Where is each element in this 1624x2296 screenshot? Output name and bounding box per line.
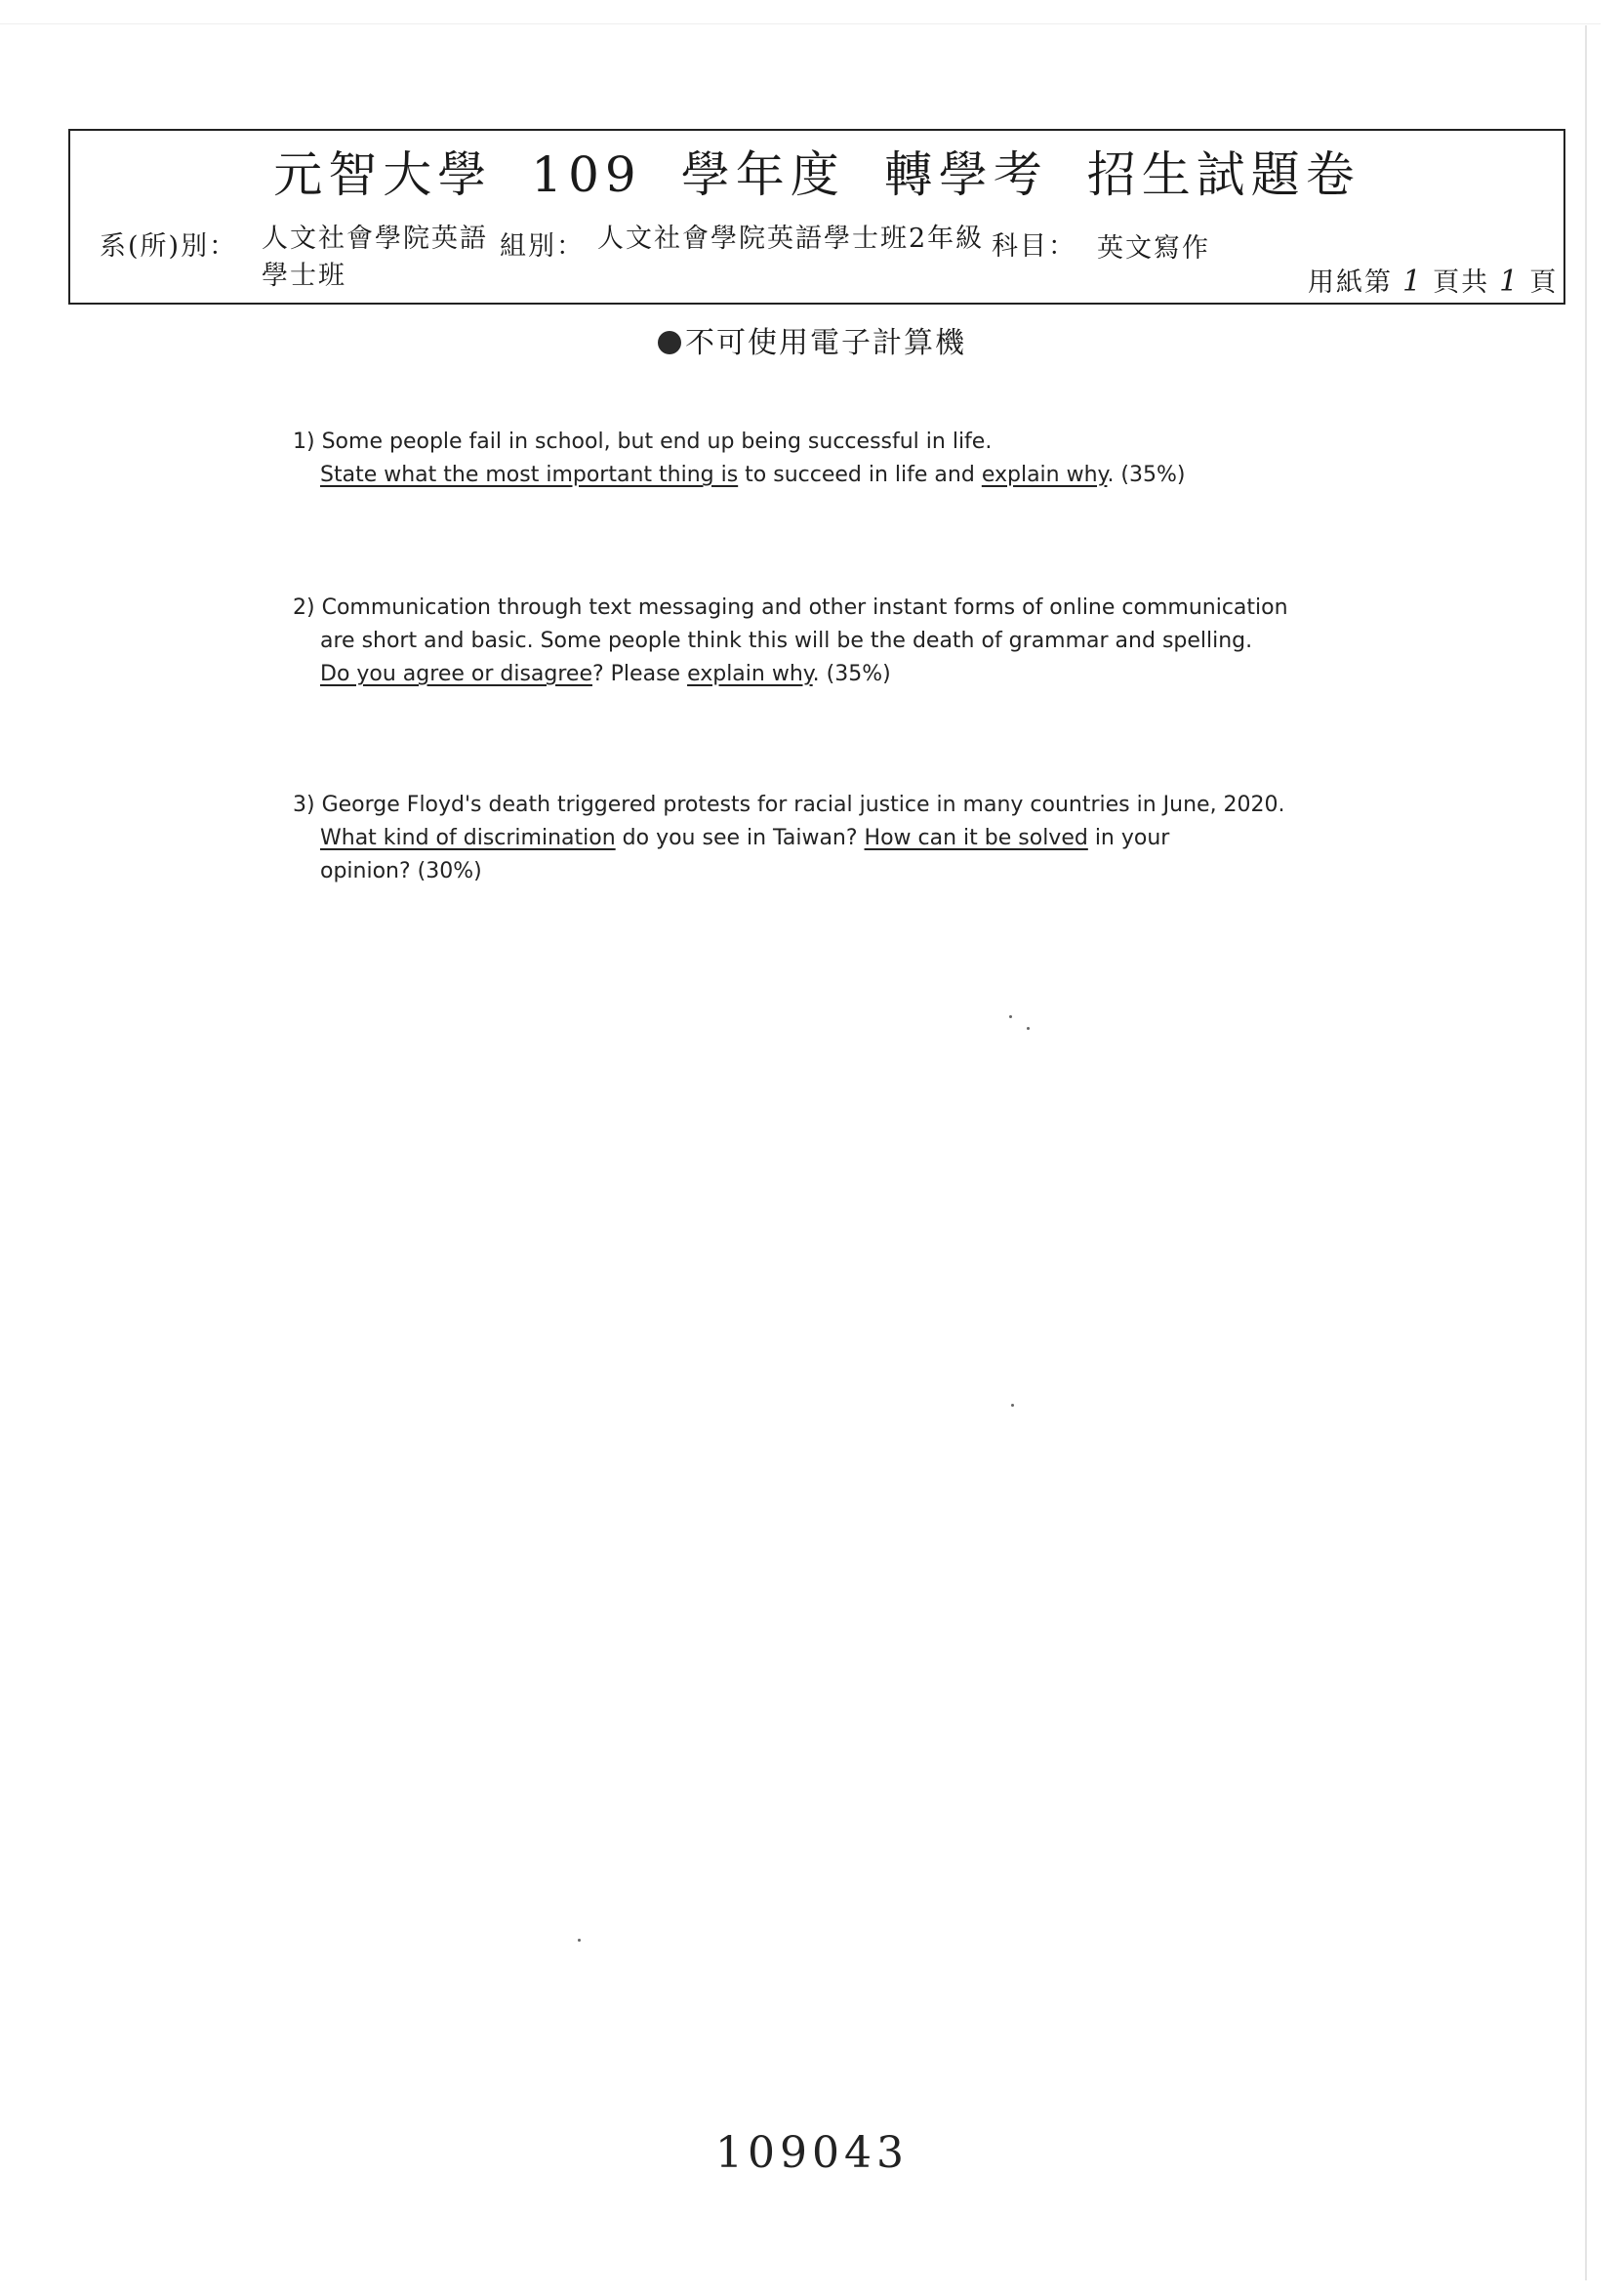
question-number: 3) [293,793,315,817]
question-text: are short and basic. Some people think this will be the death of grammar and spelling. [320,629,1253,653]
page-prefix: 用紙第 [1308,267,1393,298]
question-2 [293,592,1327,691]
serial-number: 109043 [715,2128,909,2178]
group-value: 人文社會學院英語學士班2年級 [597,224,985,254]
scan-speck [1011,1404,1014,1407]
calculator-notice [0,318,1624,361]
exam-header [68,129,1565,305]
emphasis-text: How can it be solved [864,826,1088,850]
question-score: opinion? (30%) [320,859,482,883]
page-top-edge [0,23,1601,24]
question-text: do you see in Taiwan? [615,826,865,850]
page-total: 1 [1499,265,1521,299]
question-text: Some people fail in school, but end up being successful in life. [321,430,993,454]
page-middle: 頁共 [1433,267,1490,298]
question-text: George Floyd's death triggered protests for racial justice in many countries in June, 2020. [321,793,1285,817]
page-suffix: 頁 [1529,267,1559,298]
question-number: 2) [293,595,315,620]
notice-text: 不可使用電子計算機 [685,326,966,360]
emphasis-text: What kind of discrimination [320,826,616,850]
scan-speck [578,1939,581,1942]
emphasis-text: explain why [687,662,813,686]
emphasis-text: State what the most important thing is [320,463,739,487]
subject-value: 英文寫作 [1097,233,1210,264]
subject-label: 科目： [992,231,1076,262]
page-right-edge [1585,25,1587,2280]
academic-year: 109 [531,146,642,203]
emphasis-text: Do you agree or disagree [320,662,592,686]
group-label: 組別： [500,231,585,262]
dept-label: 系(所)別： [100,231,238,262]
year-suffix: 學年度 [680,146,845,203]
dept-value: 人文社會學院英語學士班 [262,224,488,291]
bullet-dot-icon [658,331,681,354]
question-text: in your [1087,826,1170,850]
emphasis-text: explain why [981,463,1108,487]
university-name: 元智大學 [273,146,493,203]
scan-speck [1027,1027,1030,1030]
question-number: 1) [293,430,315,454]
exam-title [70,141,1563,209]
question-score: . (35%) [1107,463,1186,487]
question-1 [293,426,1327,492]
scan-speck [1009,1015,1012,1018]
page-indicator [1308,264,1558,302]
question-text: ? Please [592,662,688,686]
question-score: . (35%) [812,662,891,686]
question-text: Communication through text messaging and other instant forms of online communication [321,595,1288,620]
paper-type: 招生試題卷 [1086,146,1360,203]
question-3 [293,789,1327,888]
question-text: to succeed in life and [738,463,982,487]
page-current: 1 [1402,265,1424,299]
exam-type: 轉學考 [883,146,1048,203]
